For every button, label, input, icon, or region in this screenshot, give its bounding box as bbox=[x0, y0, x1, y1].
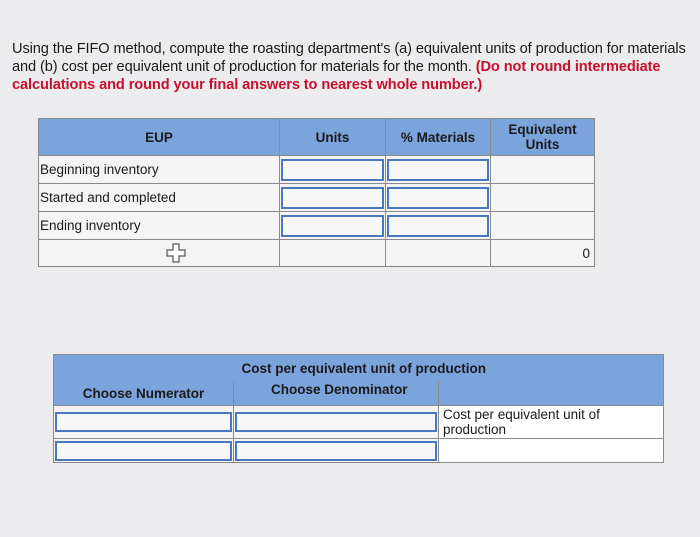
cost-table bbox=[53, 354, 664, 463]
plus-icon[interactable] bbox=[166, 243, 186, 263]
header-pct-materials: % Materials bbox=[386, 119, 491, 156]
question-main: Using the FIFO method, compute the roasting department's (a) equivalent units of production for materials and (b) cost per equivalent unit of production for materials for the month. bbox=[12, 41, 686, 75]
header-units: Units bbox=[280, 119, 386, 156]
header-eup: EUP bbox=[39, 119, 280, 156]
row-label-ending: Ending inventory bbox=[39, 212, 280, 240]
table-row bbox=[54, 439, 664, 463]
numerator-input[interactable] bbox=[55, 441, 232, 461]
question-text bbox=[12, 40, 696, 94]
ending-units-input[interactable] bbox=[281, 215, 384, 237]
eup-table bbox=[38, 118, 595, 267]
header-choose-denominator: Choose Denominator bbox=[234, 381, 439, 406]
denominator-select[interactable] bbox=[235, 412, 437, 432]
numerator-select[interactable] bbox=[55, 412, 232, 432]
question-emphasis: (Do not round intermediate calculations and round your final answers to nearest whole number.) bbox=[12, 59, 661, 93]
header-equivalent-units: Equivalent Units bbox=[491, 119, 595, 156]
beginning-pct-input[interactable] bbox=[387, 159, 489, 181]
cost-title-row bbox=[54, 355, 664, 382]
beginning-eu-cell bbox=[491, 156, 595, 184]
started-units-input[interactable] bbox=[281, 187, 384, 209]
cost-result-value bbox=[439, 439, 664, 463]
started-pct-input[interactable] bbox=[387, 187, 489, 209]
total-row bbox=[39, 240, 595, 267]
cost-header-row bbox=[54, 381, 664, 406]
row-label-beginning: Beginning inventory bbox=[39, 156, 280, 184]
started-eu-cell bbox=[491, 184, 595, 212]
total-pct-cell bbox=[386, 240, 491, 267]
ending-pct-input[interactable] bbox=[387, 215, 489, 237]
table-row bbox=[39, 212, 595, 240]
add-row-cell bbox=[39, 240, 280, 267]
eup-header-row bbox=[39, 119, 595, 156]
table-row bbox=[39, 156, 595, 184]
denominator-input[interactable] bbox=[235, 441, 437, 461]
table-row bbox=[54, 406, 664, 439]
beginning-units-input[interactable] bbox=[281, 159, 384, 181]
row-label-started: Started and completed bbox=[39, 184, 280, 212]
header-choose-numerator: Choose Numerator bbox=[54, 381, 234, 406]
table-row bbox=[39, 184, 595, 212]
cost-result-label: Cost per equivalent unit of production bbox=[439, 406, 664, 439]
total-units-cell bbox=[280, 240, 386, 267]
ending-eu-cell bbox=[491, 212, 595, 240]
total-equivalent-units: 0 bbox=[491, 240, 595, 267]
cost-table-title: Cost per equivalent unit of production bbox=[241, 360, 486, 376]
